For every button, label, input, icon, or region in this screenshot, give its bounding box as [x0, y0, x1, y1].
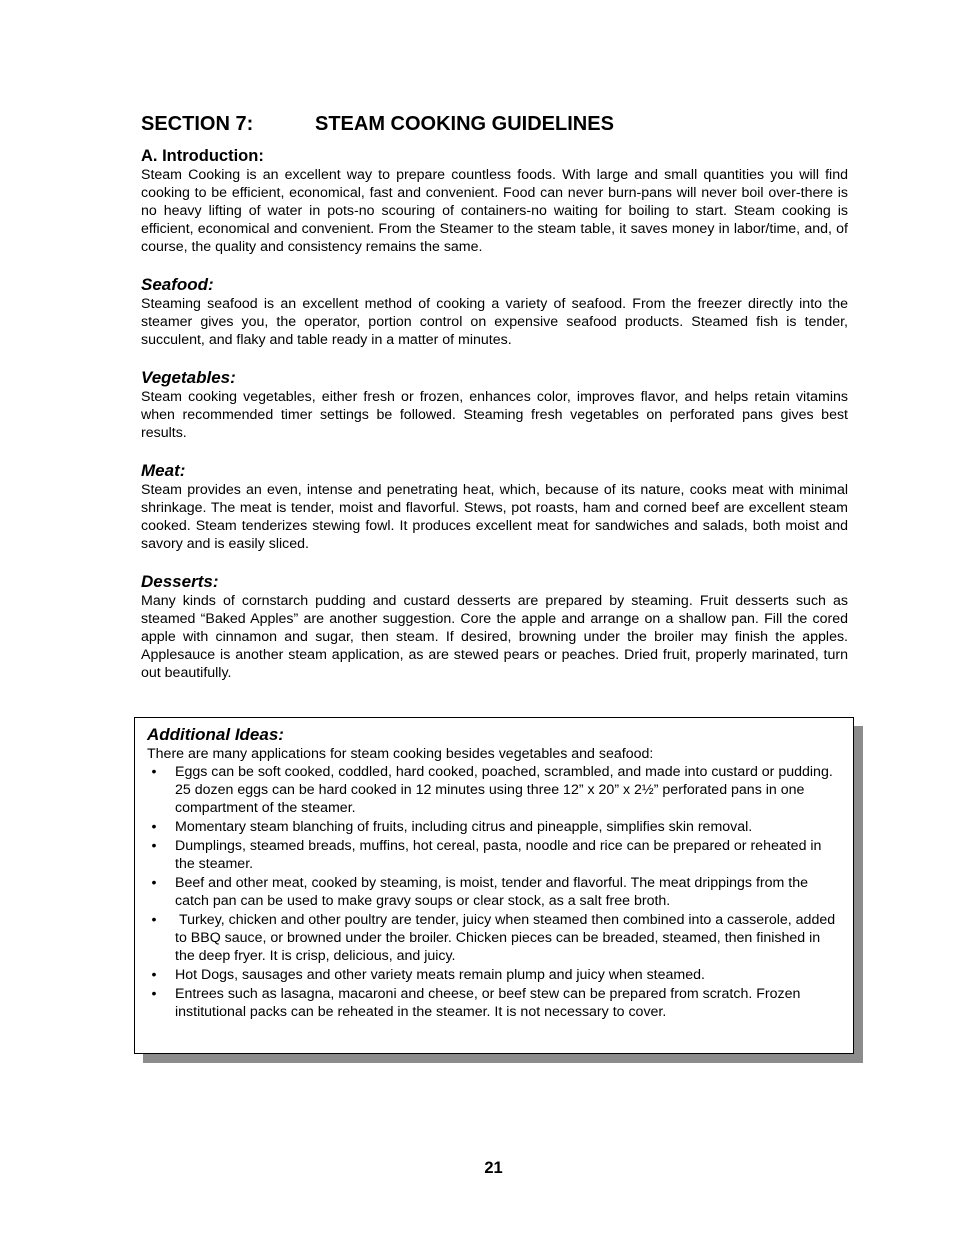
section-title	[141, 112, 614, 136]
desserts-heading: Desserts:	[141, 572, 219, 591]
list-item	[147, 966, 839, 984]
bullet-icon: •	[151, 819, 157, 835]
bullet-icon: •	[151, 875, 157, 891]
additional-ideas-box	[134, 717, 854, 1054]
list-item-text: Entrees such as lasagna, macaroni and cheese, or beef stew can be prepared from scratch. Frozen institutional packs can be reheated in the steamer. It is not necessary to cover.	[175, 986, 801, 1020]
introduction-heading: A. Introduction:	[141, 147, 264, 165]
list-item-text: Turkey, chicken and other poultry are tender, juicy when steamed then combined into a casserole, added to BBQ sauce, or browned under the broiler. Chicken pieces can be breaded, steamed, then finished in the deep fryer. It is crisp, delicious, and juicy.	[175, 912, 840, 964]
meat-heading: Meat:	[141, 461, 186, 480]
seafood-text: Steaming seafood is an excellent method of cooking a variety of seafood. From the freezer directly into the steamer gives you, the operator, portion control on expensive seafood products. Steamed fish is tender, succulent, and flaky and table ready in a matter of minutes.	[141, 296, 848, 348]
bullet-icon: •	[151, 986, 157, 1002]
desserts-text: Many kinds of cornstarch pudding and custard desserts are prepared by steaming. Fruit desserts such as steamed “Baked Apples” are another suggestion. Core the apple and arrange on a shallow pan. Fill the cored apple with cinnamon and sugar, then steam. If desired, browning under the broiler may finish the apples. Applesauce is another steam application, as are stewed pears or peaches. Dried fruit, properly marinated, turn out beautifully.	[141, 593, 848, 681]
list-item	[147, 818, 839, 836]
additional-ideas-heading: Additional Ideas:	[147, 725, 284, 744]
meat-text: Steam provides an even, intense and penetrating heat, which, because of its nature, cooks meat with minimal shrinkage. The meat is tender, moist and flavorful. Stews, pot roasts, ham and corned beef are excellent steam cooked. Steam tenderizes stewing fowl. It produces excellent meat for sandwiches and salads, both moist and savory and is easily sliced.	[141, 482, 848, 552]
vegetables-section	[141, 368, 848, 442]
list-item	[147, 837, 839, 873]
list-item	[147, 874, 839, 910]
list-item	[147, 763, 839, 817]
introduction-section	[141, 146, 848, 256]
vegetables-text: Steam cooking vegetables, either fresh or frozen, enhances color, improves flavor, and helps retain vitamins when recommended timer settings be followed. Steaming fresh vegetables on perforated pans gives best results.	[141, 389, 848, 441]
desserts-section	[141, 572, 848, 682]
meat-section	[141, 461, 848, 553]
list-item-text: Hot Dogs, sausages and other variety meats remain plump and juicy when steamed.	[175, 967, 705, 983]
additional-ideas-intro: There are many applications for steam cooking besides vegetables and seafood:	[147, 746, 654, 762]
list-item-text: Beef and other meat, cooked by steaming, is moist, tender and flavorful. The meat drippings from the catch pan can be used to make gravy soups or clear stock, as a salt free broth.	[175, 875, 808, 909]
bullet-icon: •	[151, 838, 157, 854]
bullet-icon: •	[151, 967, 157, 983]
page-number: 21	[484, 1159, 503, 1177]
section-number: SECTION 7:	[141, 113, 254, 135]
seafood-section	[141, 275, 848, 349]
seafood-heading: Seafood:	[141, 275, 214, 294]
introduction-text: Steam Cooking is an excellent way to prepare countless foods. With large and small quantities you will find cooking to be efficient, economical, fast and convenient. Food can never burn-pans will never boil over-there is no heavy lifting of water in pots-no scouring of containers-no waiting for boiling to start. Steam cooking is efficient, economical and convenient. From the Steamer to the steam table, it saves money in labor/time, and, of course, the quality and consistency remains the same.	[141, 167, 848, 255]
bullet-icon: •	[151, 764, 157, 780]
additional-ideas-list	[147, 763, 839, 1021]
vegetables-heading: Vegetables:	[141, 368, 236, 387]
list-item-text: Dumplings, steamed breads, muffins, hot cereal, pasta, noodle and rice can be prepared or reheated in the steamer.	[175, 838, 822, 872]
bullet-icon: •	[151, 912, 157, 928]
list-item-text: Eggs can be soft cooked, coddled, hard cooked, poached, scrambled, and made into custard or pudding. 25 dozen eggs can be hard cooked in 12 minutes using three 12” x 20” x 2½” perforated pans in one compartment of the steamer.	[175, 764, 833, 816]
list-item-text: Momentary steam blanching of fruits, including citrus and pineapple, simplifies skin removal.	[175, 819, 753, 835]
list-item	[147, 985, 839, 1021]
list-item	[147, 911, 839, 965]
main-content	[141, 146, 848, 701]
section-heading: STEAM COOKING GUIDELINES	[315, 113, 614, 135]
